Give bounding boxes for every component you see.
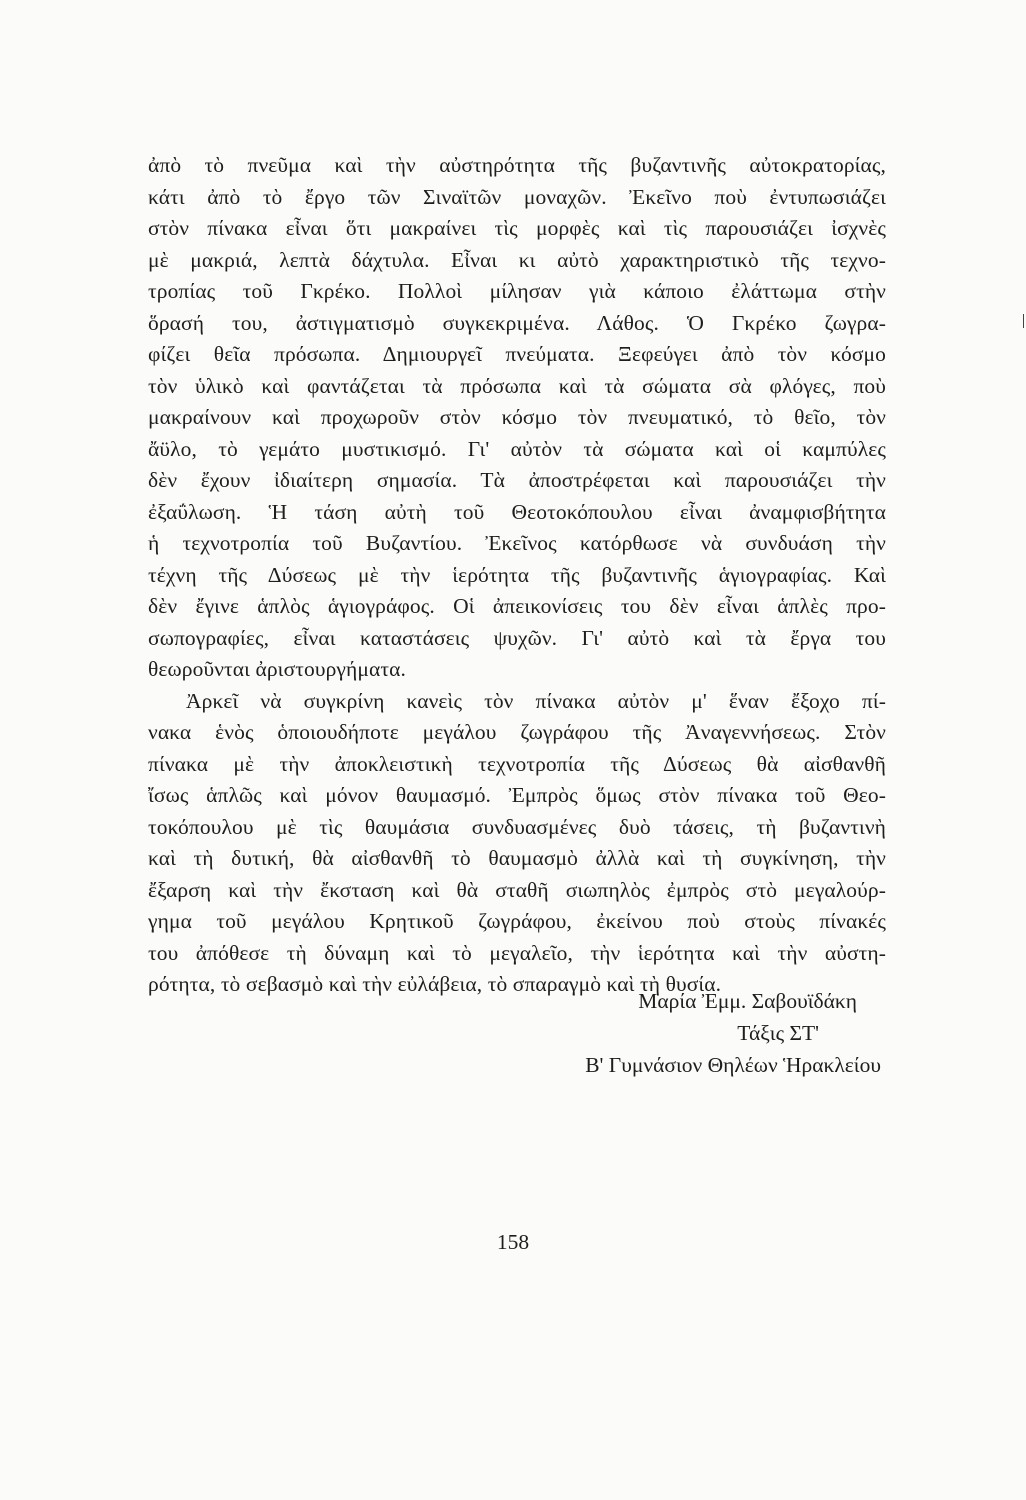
text-line: Ἀρκεῖ νὰ συγκρίνη κανεὶς τὸν πίνακα αὐτὸν μ' ἕναν ἔξοχο πί- bbox=[186, 688, 886, 713]
text-line: πίνακα μὲ τὴν ἀποκλειστικὴ τεχνοτροπία τῆς Δύσεως θὰ αἰσθανθῆ bbox=[148, 751, 886, 776]
text-line: τοκόπουλου μὲ τὶς θαυμάσια συνδυασμένες δυὸ τάσεις, τὴ βυζαντινὴ bbox=[148, 814, 886, 839]
text-line: φίζει θεῖα πρόσωπα. Δημιουργεῖ πνεύματα. Ξεφεύγει ἀπὸ τὸν κόσμο bbox=[148, 342, 886, 366]
text-line: μὲ μακριά, λεπτὰ δάχτυλα. Εἶναι κι αὐτὸ χαρακτηριστικὸ τῆς τεχνο- bbox=[148, 247, 886, 272]
text-line: τέχνη τῆς Δύσεως μὲ τὴν ἱερότητα τῆς βυζαντινῆς ἁγιογραφίας. Καὶ bbox=[148, 562, 886, 587]
text-line: δὲν ἔχουν ἰδιαίτερη σημασία. Τὰ ἀποστρέφεται καὶ παρουσιάζει τὴν bbox=[148, 468, 886, 492]
text-line: μακραίνουν καὶ προχωροῦν στὸν κόσμο τὸν πνευματικό, τὸ θεῖο, τὸν bbox=[148, 405, 886, 429]
scan-edge-mark bbox=[1023, 314, 1024, 328]
text-line: ἔξαρση καὶ τὴν ἔκσταση καὶ θὰ σταθῆ σιωπηλὸς ἐμπρὸς στὸ μεγαλούρ- bbox=[148, 877, 886, 902]
author-school: Β' Γυμνάσιον Θηλέων Ἡρακλείου bbox=[585, 1053, 881, 1077]
text-line: ἀπὸ τὸ πνεῦμα καὶ τὴν αὐστηρότητα τῆς βυζαντινῆς αὐτοκρατορίας, bbox=[148, 153, 886, 177]
text-line: τροπίας τοῦ Γκρέκο. Πολλοὶ μίλησαν γιὰ κάποιο ἐλάττωμα στὴν bbox=[148, 279, 886, 303]
text-line: ὅρασή του, ἀστιγματισμὸ συγκεκριμένα. Λάθος. Ὁ Γκρέκο ζωγρα- bbox=[148, 310, 886, 335]
author-class: Τάξις ΣΤ' bbox=[737, 1021, 819, 1045]
text-line: γημα τοῦ μεγάλου Κρητικοῦ ζωγράφου, ἐκείνου ποὺ στοὺς πίνακές bbox=[148, 909, 886, 933]
text-line: σωπογραφίες, εἶναι καταστάσεις ψυχῶν. Γι' αὐτὸ καὶ τὰ ἔργα του bbox=[148, 625, 886, 650]
signature-block bbox=[585, 985, 881, 1081]
author-name: Μαρία Ἐμμ. Σαβουϊδάκη bbox=[638, 989, 857, 1013]
page-number: 158 bbox=[496, 1230, 530, 1254]
text-line: νακα ἑνὸς ὁποιουδήποτε μεγάλου ζωγράφου τῆς Ἀναγεννήσεως. Στὸν bbox=[148, 720, 886, 744]
text-line: ἄϋλο, τὸ γεμάτο μυστικισμό. Γι' αὐτὸν τὰ σώματα καὶ οἱ καμπύλες bbox=[148, 436, 886, 461]
text-line: ἐξαΰλωση. Ἡ τάση αὐτὴ τοῦ Θεοτοκόπουλου εἶναι ἀναμφισβήτητα bbox=[148, 499, 886, 524]
paragraph-2 bbox=[148, 686, 886, 1001]
text-line: δὲν ἔγινε ἁπλὸς ἁγιογράφος. Οἱ ἀπεικονίσεις του δὲν εἶναι ἁπλὲς προ- bbox=[148, 594, 886, 618]
text-line: στὸν πίνακα εἶναι ὅτι μακραίνει τὶς μορφὲς καὶ τὶς παρουσιάζει ἰσχνὲς bbox=[148, 216, 886, 240]
text-line: ρότητα, τὸ σεβασμὸ καὶ τὴν εὐλάβεια, τὸ σπαραγμὸ καὶ τὴ θυσία. bbox=[148, 972, 722, 996]
body-text bbox=[148, 150, 886, 1001]
text-line: καὶ τὴ δυτική, θὰ αἰσθανθῆ τὸ θαυμασμὸ ἀλλὰ καὶ τὴ συγκίνηση, τὴν bbox=[148, 846, 886, 870]
text-line: θεωροῦνται ἀριστουργήματα. bbox=[148, 657, 406, 681]
text-line: τὸν ὑλικὸ καὶ φαντάζεται τὰ πρόσωπα καὶ τὰ σώματα σὰ φλόγες, ποὺ bbox=[148, 373, 886, 398]
paragraph-1 bbox=[148, 150, 886, 686]
text-line: ἴσως ἁπλῶς καὶ μόνον θαυμασμό. Ἐμπρὸς ὅμως στὸν πίνακα τοῦ Θεο- bbox=[148, 783, 886, 807]
text-line: ἡ τεχνοτροπία τοῦ Βυζαντίου. Ἐκεῖνος κατόρθωσε νὰ συνδυάση τὴν bbox=[148, 531, 886, 555]
text-line: κάτι ἀπὸ τὸ ἔργο τῶν Σιναϊτῶν μοναχῶν. Ἐκεῖνο ποὺ ἐντυπωσιάζει bbox=[148, 184, 886, 209]
text-line: του ἀπόθεσε τὴ δύναμη καὶ τὸ μεγαλεῖο, τὴν ἱερότητα καὶ τὴν αὐστη- bbox=[148, 940, 886, 965]
